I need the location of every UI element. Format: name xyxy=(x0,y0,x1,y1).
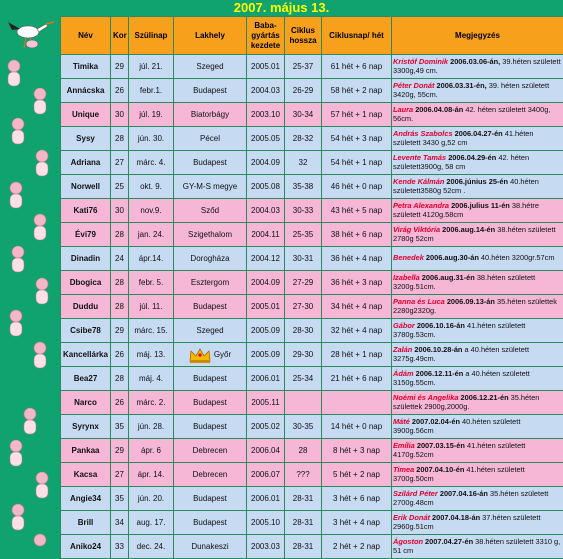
member-cycle: 30-33 xyxy=(285,199,322,223)
member-name: Aniko24 xyxy=(61,535,111,559)
birth-details: 41.héten született 3430 g,52 cm xyxy=(393,129,534,147)
baby-name: Laura xyxy=(393,105,413,114)
member-start: 2004.11 xyxy=(247,223,285,247)
baby-name: Erik Donát xyxy=(393,513,430,522)
baby-name: Petra Alexandra xyxy=(393,201,449,210)
member-start: 2006.01 xyxy=(247,367,285,391)
birth-details: 41.héten született 3700g.50cm xyxy=(393,465,525,483)
birth-details: 38.héten született 2780g 52cm xyxy=(393,225,556,243)
member-cycle: 25-34 xyxy=(285,367,322,391)
table-row xyxy=(61,151,563,175)
member-start: 2005.01 xyxy=(247,55,285,79)
member-age: 30 xyxy=(111,103,129,127)
member-city xyxy=(174,103,247,127)
birth-details: 42. héten született 3400g, 56cm. xyxy=(393,105,550,123)
member-start: 2004.09 xyxy=(247,151,285,175)
member-age: 28 xyxy=(111,295,129,319)
birth-details: 40.héten született3580g 52cm . xyxy=(393,177,539,195)
member-city xyxy=(174,319,247,343)
member-age: 28 xyxy=(111,367,129,391)
member-city xyxy=(174,439,247,463)
birth-date: 2007.04.16-án xyxy=(438,489,490,498)
member-name: Norwell xyxy=(61,175,111,199)
member-start: 2004.03 xyxy=(247,199,285,223)
table-row xyxy=(61,511,563,535)
table-row xyxy=(61,271,563,295)
member-cycleday: 34 hét + 4 nap xyxy=(322,295,392,319)
member-city-label: Budapest xyxy=(193,302,227,311)
member-cycle: 30-35 xyxy=(285,415,322,439)
member-birthday: aug. 17. xyxy=(129,511,174,535)
baby-name: Gábor xyxy=(393,321,415,330)
birth-date: 2007.04.10-én xyxy=(414,465,466,474)
member-city-label: Budapest xyxy=(193,494,227,503)
member-birthday: márc. 4. xyxy=(129,151,174,175)
birth-date: 2006.aug.14-én xyxy=(440,225,497,234)
birth-details: a 40.héten született 3150g.55cm. xyxy=(393,369,530,387)
birth-details: 39.héten született 3300g,49 cm. xyxy=(393,57,561,75)
baby-name: Péter Donát xyxy=(393,81,434,90)
table-row xyxy=(61,55,563,79)
member-age: 27 xyxy=(111,151,129,175)
member-city xyxy=(174,343,247,367)
member-city-label: Esztergom xyxy=(191,278,229,287)
member-cycle: 28 xyxy=(285,439,322,463)
member-start: 2006.07 xyxy=(247,463,285,487)
table-row xyxy=(61,247,563,271)
member-start: 2005.02 xyxy=(247,415,285,439)
member-start: 2005.01 xyxy=(247,295,285,319)
member-city xyxy=(174,463,247,487)
member-birthday: dec. 24. xyxy=(129,535,174,559)
member-cycle: 32 xyxy=(285,151,322,175)
birth-details: a 40.héten született 3275g.49cm. xyxy=(393,345,529,363)
baby-name: Máté xyxy=(393,417,410,426)
birth-note xyxy=(392,319,563,343)
birth-note xyxy=(392,199,563,223)
member-city xyxy=(174,487,247,511)
birth-note xyxy=(392,247,563,271)
header-nev: Név xyxy=(61,17,111,55)
birth-date: 2006.04.08-án xyxy=(413,105,465,114)
baby-name: Benedek xyxy=(393,253,424,262)
table-row xyxy=(61,391,563,415)
member-cycle: 27-30 xyxy=(285,295,322,319)
member-age: 30 xyxy=(111,199,129,223)
member-cycleday: 28 hét + 1 nap xyxy=(322,343,392,367)
member-name: Syrynx xyxy=(61,415,111,439)
birth-date: 2006.03.06-án, xyxy=(448,57,502,66)
birth-note xyxy=(392,175,563,199)
member-age: 26 xyxy=(111,79,129,103)
member-name: Dbogica xyxy=(61,271,111,295)
header-kor: Kor xyxy=(111,17,129,55)
birth-note xyxy=(392,79,563,103)
member-birthday: jan. 24. xyxy=(129,223,174,247)
birth-date: 2007.04.27-én xyxy=(423,537,475,546)
member-birthday: márc. 2. xyxy=(129,391,174,415)
member-city-label: Dorogháza xyxy=(190,254,229,263)
member-name: Bea27 xyxy=(61,367,111,391)
member-city-label: Győr xyxy=(214,350,231,359)
member-start: 2005.09 xyxy=(247,343,285,367)
table-row xyxy=(61,223,563,247)
birth-details: 39. héten született 3420g, 55cm. xyxy=(393,81,549,99)
member-city-label: Biatorbágy xyxy=(191,110,229,119)
crown-icon xyxy=(189,347,211,363)
member-cycleday: 54 hét + 1 nap xyxy=(322,151,392,175)
member-cycleday: 21 hét + 6 nap xyxy=(322,367,392,391)
birth-date: 2006.10.16-án xyxy=(415,321,467,330)
member-start: 2005.05 xyxy=(247,127,285,151)
member-name: Kati76 xyxy=(61,199,111,223)
baby-name: Ádám xyxy=(393,369,414,378)
member-city-label: GY-M-S megye xyxy=(183,182,237,191)
birth-details: 41.héten született 4170g.52cm xyxy=(393,441,525,459)
member-birthday: júl. 21. xyxy=(129,55,174,79)
member-cycleday: 5 hét + 2 nap xyxy=(322,463,392,487)
member-city xyxy=(174,199,247,223)
member-cycle: 28-31 xyxy=(285,487,322,511)
member-cycleday: 36 hét + 3 nap xyxy=(322,271,392,295)
member-start: 2005.11 xyxy=(247,391,285,415)
birth-date: 2006.julius 11-én xyxy=(449,201,512,210)
member-name: Angie34 xyxy=(61,487,111,511)
member-birthday: febr. 5. xyxy=(129,271,174,295)
baby-decoration-strip xyxy=(0,54,60,549)
member-cycleday: 54 hét + 3 nap xyxy=(322,127,392,151)
member-name: Évi79 xyxy=(61,223,111,247)
member-city xyxy=(174,271,247,295)
member-city xyxy=(174,535,247,559)
member-birthday: ápr. 6 xyxy=(129,439,174,463)
baby-name: Kristóf Dominik xyxy=(393,57,448,66)
member-cycle: 28-30 xyxy=(285,319,322,343)
header-ciklus: Ciklus hossza xyxy=(285,17,322,55)
header-megjegyzes: Megjegyzés xyxy=(392,17,563,55)
table-row xyxy=(61,319,563,343)
member-cycle: 28-31 xyxy=(285,535,322,559)
member-cycleday: 43 hét + 5 nap xyxy=(322,199,392,223)
member-start: 2005.10 xyxy=(247,511,285,535)
birth-note xyxy=(392,223,563,247)
member-name: Timika xyxy=(61,55,111,79)
member-cycle: 35-38 xyxy=(285,175,322,199)
member-city-label: Debrecen xyxy=(193,470,228,479)
baby-name: András Szabolcs xyxy=(393,129,453,138)
member-cycle xyxy=(285,391,322,415)
member-name: Unique xyxy=(61,103,111,127)
birth-note xyxy=(392,415,563,439)
birth-details: 38.héten született 3310 g, 51 cm xyxy=(393,537,560,555)
member-birthday: jún. 20. xyxy=(129,487,174,511)
birth-note xyxy=(392,463,563,487)
member-cycle: 30-31 xyxy=(285,247,322,271)
table-row xyxy=(61,199,563,223)
birth-date: 2006.aug.31-én xyxy=(420,273,477,282)
member-age: 24 xyxy=(111,247,129,271)
member-city xyxy=(174,175,247,199)
member-cycle: 25-37 xyxy=(285,55,322,79)
birth-note xyxy=(392,535,563,559)
member-birthday: ápr.14. xyxy=(129,247,174,271)
member-name: Adriana xyxy=(61,151,111,175)
member-cycle: 28-32 xyxy=(285,127,322,151)
table-header-row xyxy=(61,17,563,55)
member-name: Annácska xyxy=(61,79,111,103)
member-cycle: 29-30 xyxy=(285,343,322,367)
birth-note xyxy=(392,295,563,319)
member-birthday: máj. 4. xyxy=(129,367,174,391)
table-row xyxy=(61,79,563,103)
baby-name: Ágoston xyxy=(393,537,423,546)
table-row xyxy=(61,535,563,559)
member-start: 2006.04 xyxy=(247,439,285,463)
member-city-label: Budapest xyxy=(193,422,227,431)
member-start: 2005.09 xyxy=(247,319,285,343)
member-city xyxy=(174,247,247,271)
member-name: Csibe78 xyxy=(61,319,111,343)
baby-name: Noémi és Angelika xyxy=(393,393,458,402)
member-name: Duddu xyxy=(61,295,111,319)
member-birthday: febr.1. xyxy=(129,79,174,103)
member-city xyxy=(174,151,247,175)
member-city-label: Budapest xyxy=(193,158,227,167)
table-row xyxy=(61,415,563,439)
member-birthday: máj. 13. xyxy=(129,343,174,367)
member-cycleday: 58 hét + 2 nap xyxy=(322,79,392,103)
member-cycleday: 38 hét + 6 nap xyxy=(322,223,392,247)
member-age: 28 xyxy=(111,223,129,247)
member-cycleday: 32 hét + 4 nap xyxy=(322,319,392,343)
birth-note xyxy=(392,55,563,79)
header-baba: Baba-gyártás kezdete xyxy=(247,17,285,55)
member-city xyxy=(174,511,247,535)
birth-details: 35.héten született 2700g.48cm xyxy=(393,489,548,507)
birth-details: 40.héten született 3900g.56cm xyxy=(393,417,520,435)
member-start: 2004.09 xyxy=(247,271,285,295)
member-cycleday: 2 hét + 2 nap xyxy=(322,535,392,559)
birth-note xyxy=(392,391,563,415)
member-cycleday: 46 hét + 0 nap xyxy=(322,175,392,199)
header-ciklusnap: Ciklusnap/ hét xyxy=(322,17,392,55)
birth-details: 35.héten születtek 2280g2320g. xyxy=(393,297,557,315)
birth-date: 2006.12.11-én xyxy=(414,369,466,378)
member-age: 25 xyxy=(111,175,129,199)
baby-name: Zalán xyxy=(393,345,412,354)
baby-name: Szilárd Péter xyxy=(393,489,438,498)
baby-name: Virág Viktória xyxy=(393,225,440,234)
member-city-label: Budapest xyxy=(193,518,227,527)
member-city-label: Szeged xyxy=(196,62,223,71)
member-name: Kancellárka xyxy=(61,343,111,367)
stork-icon xyxy=(2,16,60,54)
header-lakhely: Lakhely xyxy=(174,17,247,55)
member-city-label: Dunakeszi xyxy=(191,542,228,551)
member-city xyxy=(174,295,247,319)
baby-name: Panna és Luca xyxy=(393,297,445,306)
member-start: 2003.03 xyxy=(247,535,285,559)
table-body xyxy=(61,55,563,559)
member-cycleday: 3 hét + 4 nap xyxy=(322,511,392,535)
member-birthday: nov.9. xyxy=(129,199,174,223)
member-age: 26 xyxy=(111,343,129,367)
birth-date: 2006.09.13-án xyxy=(445,297,497,306)
baby-name: Timea xyxy=(393,465,414,474)
baby-name: Levente Tamás xyxy=(393,153,446,162)
member-city-label: Budapest xyxy=(193,398,227,407)
birth-details: 37.héten született 2960g.51cm xyxy=(393,513,541,531)
member-age: 29 xyxy=(111,439,129,463)
member-cycle: 27-29 xyxy=(285,271,322,295)
birth-note xyxy=(392,271,563,295)
table-row xyxy=(61,295,563,319)
member-city-label: Budapest xyxy=(193,374,227,383)
member-age: 28 xyxy=(111,127,129,151)
table-row xyxy=(61,343,563,367)
member-start: 2003.10 xyxy=(247,103,285,127)
member-age: 27 xyxy=(111,463,129,487)
member-birthday: ápr. 14. xyxy=(129,463,174,487)
member-age: 34 xyxy=(111,511,129,535)
member-cycle: 25-35 xyxy=(285,223,322,247)
member-start: 2004.03 xyxy=(247,79,285,103)
birth-note xyxy=(392,367,563,391)
birth-note xyxy=(392,151,563,175)
table-row xyxy=(61,439,563,463)
birth-date: 2007.03.15-én xyxy=(415,441,467,450)
table-row xyxy=(61,463,563,487)
table-row xyxy=(61,487,563,511)
baby-name: Izabella xyxy=(393,273,420,282)
member-age: 29 xyxy=(111,55,129,79)
member-city xyxy=(174,55,247,79)
member-city-label: Budapest xyxy=(193,86,227,95)
member-name: Brill xyxy=(61,511,111,535)
birth-date: 2006.aug.30-án xyxy=(424,253,481,262)
birth-date: 2006.03.31-én, xyxy=(434,81,488,90)
member-age: 33 xyxy=(111,535,129,559)
member-start: 2004.12 xyxy=(247,247,285,271)
birth-date: 2007.04.18-án xyxy=(430,513,482,522)
member-cycle: 26-29 xyxy=(285,79,322,103)
birth-date: 2006.június 25-én xyxy=(444,177,510,186)
member-name: Dinadin xyxy=(61,247,111,271)
member-cycleday: 8 hét + 3 nap xyxy=(322,439,392,463)
member-city xyxy=(174,79,247,103)
member-city xyxy=(174,367,247,391)
member-city-label: Sződ xyxy=(201,206,219,215)
birth-details: 38.héten született 3200g.51cm. xyxy=(393,273,535,291)
member-birthday: márc. 15. xyxy=(129,319,174,343)
member-birthday: jún. 28. xyxy=(129,415,174,439)
birth-details: 35.héten születtek 2900g,2000g. xyxy=(393,393,539,411)
member-city-label: Debrecen xyxy=(193,446,228,455)
member-cycleday: 3 hét + 6 nap xyxy=(322,487,392,511)
member-city-label: Szigethalom xyxy=(188,230,232,239)
birth-details: 41.héten született 3780g.53cm. xyxy=(393,321,525,339)
birth-details: 42. héten született3900g, 58 cm xyxy=(393,153,529,171)
member-city xyxy=(174,391,247,415)
member-city xyxy=(174,223,247,247)
birth-note xyxy=(392,511,563,535)
member-name: Kacsa xyxy=(61,463,111,487)
birth-note xyxy=(392,343,563,367)
member-cycle: 30-34 xyxy=(285,103,322,127)
birth-date: 2007.02.04-én xyxy=(410,417,462,426)
baby-name: Kende Kálmán xyxy=(393,177,444,186)
member-city-label: Pécel xyxy=(200,134,220,143)
birth-date: 2006.04.29-én xyxy=(446,153,498,162)
baby-name: Emília xyxy=(393,441,415,450)
member-age: 35 xyxy=(111,415,129,439)
member-age: 26 xyxy=(111,391,129,415)
member-start: 2005.08 xyxy=(247,175,285,199)
birth-note xyxy=(392,103,563,127)
table-row xyxy=(61,175,563,199)
member-name: Narco xyxy=(61,391,111,415)
member-cycleday: 57 hét + 1 nap xyxy=(322,103,392,127)
birth-note xyxy=(392,127,563,151)
member-age: 35 xyxy=(111,487,129,511)
member-name: Pankaa xyxy=(61,439,111,463)
member-name: Sysy xyxy=(61,127,111,151)
member-city xyxy=(174,127,247,151)
member-birthday: júl. 19. xyxy=(129,103,174,127)
member-birthday: okt. 9. xyxy=(129,175,174,199)
header-szulinap: Szülinap xyxy=(129,17,174,55)
member-birthday: júl. 11. xyxy=(129,295,174,319)
birth-date: 2006.12.21-én xyxy=(458,393,510,402)
member-birthday: jún. 30. xyxy=(129,127,174,151)
member-table xyxy=(60,16,563,559)
member-cycleday: 14 hét + 0 nap xyxy=(322,415,392,439)
page-title: 2007. május 13. xyxy=(0,0,563,16)
table-row xyxy=(61,103,563,127)
member-cycle: ??? xyxy=(285,463,322,487)
birth-note xyxy=(392,487,563,511)
birth-note xyxy=(392,439,563,463)
birth-details: 38.hétre született 4120g.58cm xyxy=(393,201,539,219)
member-start: 2006.01 xyxy=(247,487,285,511)
member-age: 28 xyxy=(111,271,129,295)
birth-date: 2006.04.27-én xyxy=(453,129,505,138)
member-cycleday: 61 hét + 6 nap xyxy=(322,55,392,79)
table-row xyxy=(61,367,563,391)
table-row xyxy=(61,127,563,151)
birth-date: 2006.10.28-án xyxy=(412,345,464,354)
member-cycleday xyxy=(322,391,392,415)
member-cycle: 28-31 xyxy=(285,511,322,535)
member-city xyxy=(174,415,247,439)
birth-details: 40.héten 3200gr.57cm xyxy=(481,253,555,262)
member-cycleday: 36 hét + 4 nap xyxy=(322,247,392,271)
member-age: 29 xyxy=(111,319,129,343)
member-city-label: Szeged xyxy=(196,326,223,335)
